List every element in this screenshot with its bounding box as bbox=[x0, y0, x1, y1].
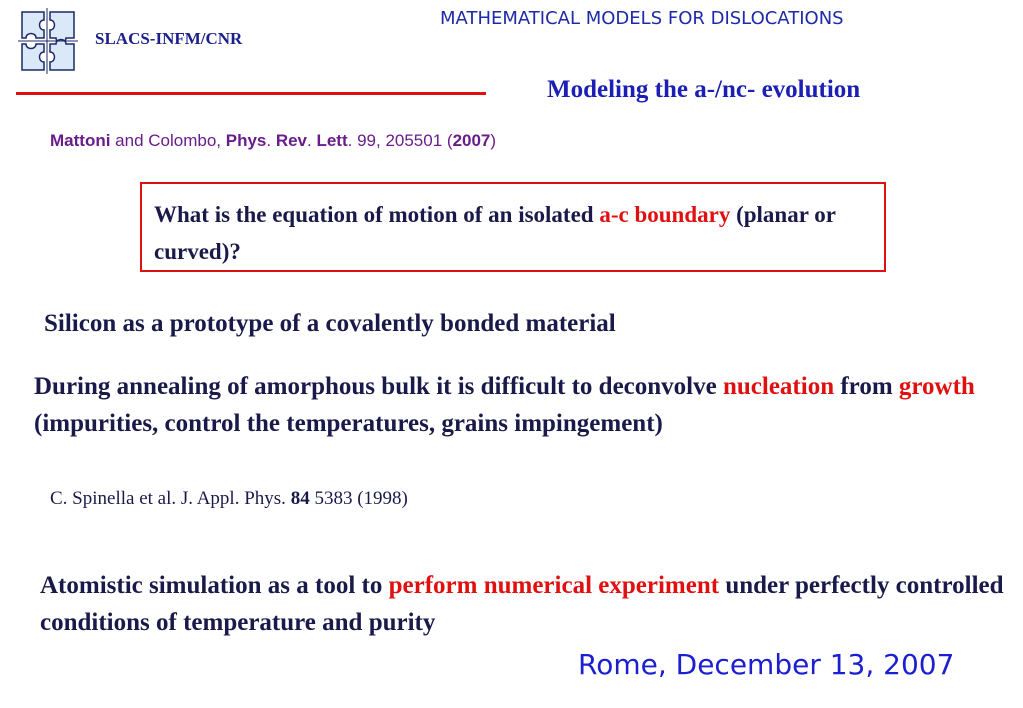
citation-author: Mattoni bbox=[50, 131, 111, 150]
citation-journal-2: Rev bbox=[275, 131, 308, 150]
citation2-text: C. Spinella et al. J. Appl. Phys. bbox=[50, 488, 291, 509]
silicon-statement: Silicon as a prototype of a covalently bonded material bbox=[44, 310, 616, 337]
citation-dot-1: . bbox=[266, 131, 276, 150]
atomistic-paragraph bbox=[40, 567, 1010, 641]
citation-journal-1: Phys bbox=[225, 131, 267, 150]
atomistic-part-2: under perfectly controlled conditions of temperature and purity bbox=[40, 572, 1004, 636]
citation-coauthors: and Colombo, bbox=[110, 131, 226, 150]
slide-subtitle: Modeling the a-/nc- evolution bbox=[547, 76, 861, 103]
question-box bbox=[140, 182, 886, 272]
citation-journal-3: Lett bbox=[316, 131, 348, 150]
question-text bbox=[154, 196, 874, 270]
citation2-volume: 84 bbox=[290, 488, 310, 509]
footer-date: Rome, December 13, 2007 bbox=[578, 648, 955, 681]
annealing-part-2: (impurities, control the temperatures, grains impingement) bbox=[34, 410, 663, 437]
atomistic-highlight: perform numerical experiment bbox=[388, 572, 720, 599]
annealing-growth: growth bbox=[898, 373, 975, 400]
question-highlight: a-c boundary bbox=[599, 202, 731, 227]
annealing-part-1: During annealing of amorphous bulk it is difficult to deconvolve bbox=[34, 373, 723, 400]
citation-close: ) bbox=[490, 131, 497, 150]
annealing-paragraph bbox=[34, 368, 994, 442]
annealing-nucleation: nucleation bbox=[722, 373, 835, 400]
reference-citation bbox=[50, 131, 496, 151]
organization-label: SLACS-INFM/CNR bbox=[95, 29, 243, 48]
slacs-logo-icon bbox=[16, 6, 80, 76]
header-title: MATHEMATICAL MODELS FOR DISLOCATIONS bbox=[440, 8, 844, 29]
citation2-rest: 5383 (1998) bbox=[309, 488, 408, 509]
citation-dot-2: . bbox=[307, 131, 317, 150]
citation-volume-pages: . 99, 205501 ( bbox=[347, 131, 453, 150]
annealing-mid: from bbox=[834, 373, 899, 400]
citation-year: 2007 bbox=[452, 131, 491, 150]
question-part-2: (planar or curved)? bbox=[154, 202, 836, 264]
header-divider bbox=[16, 92, 486, 95]
atomistic-part-1: Atomistic simulation as a tool to bbox=[40, 572, 389, 599]
spinella-citation bbox=[50, 488, 408, 510]
question-part-1: What is the equation of motion of an isolated bbox=[154, 202, 600, 227]
